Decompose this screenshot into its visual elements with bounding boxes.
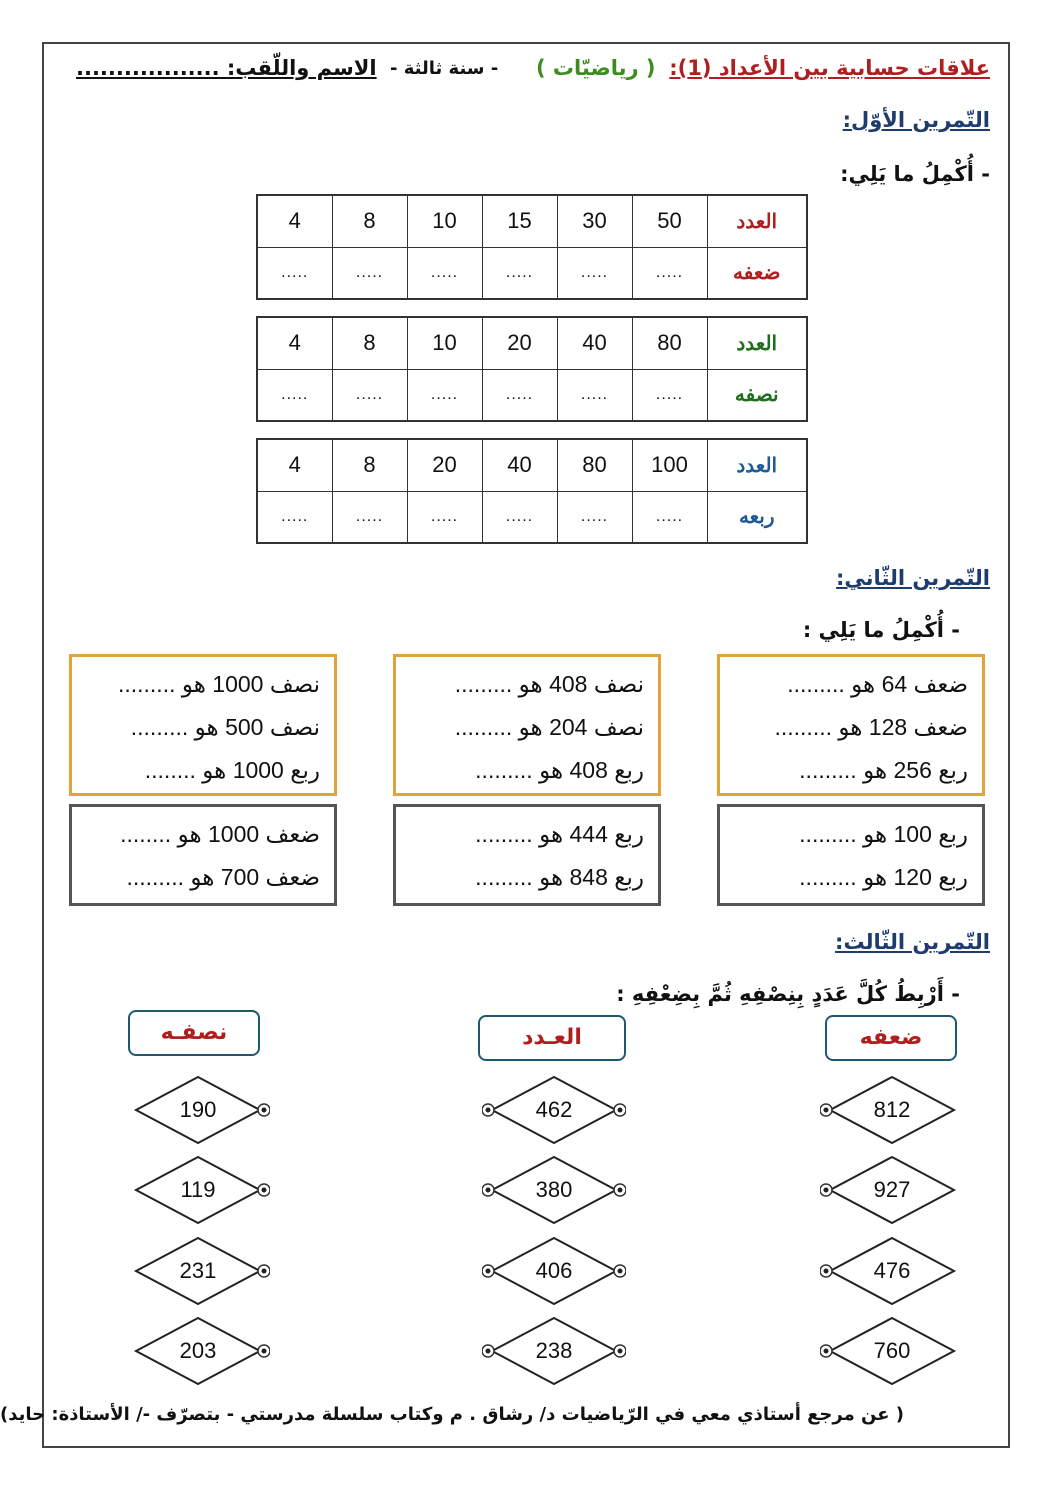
table-cell: 30: [557, 195, 632, 247]
row-label-number: العدد: [707, 195, 807, 247]
answer-cell[interactable]: .....: [482, 247, 557, 299]
answer-cell[interactable]: .....: [632, 369, 707, 421]
answer-cell[interactable]: .....: [557, 491, 632, 543]
diamond-double: [820, 1316, 964, 1386]
diamond-value: 190: [179, 1097, 217, 1122]
question-line[interactable]: نصف 500 هو .........: [130, 714, 320, 740]
subject-label: ( رياضيّات ): [536, 56, 656, 80]
question-line[interactable]: ربع 848 هو .........: [475, 864, 644, 890]
table-cell: 4: [257, 439, 332, 491]
table-cell: 8: [332, 195, 407, 247]
col-header-half: نصفـه: [128, 1010, 260, 1056]
diamond-value: 238: [535, 1338, 573, 1363]
diamond-number: [482, 1075, 626, 1145]
ex2-box-right-top: [717, 654, 985, 796]
answer-cell[interactable]: .....: [407, 369, 482, 421]
row-label-quarter: ربعه: [707, 491, 807, 543]
table-cell: 8: [332, 317, 407, 369]
ex2-box-middle-top: [393, 654, 661, 796]
table-cell: 80: [557, 439, 632, 491]
diamond-value: 462: [535, 1097, 573, 1122]
level-label: - سنة ثالثة -: [390, 58, 499, 79]
question-line[interactable]: ربع 100 هو .........: [799, 821, 968, 847]
ex1-table-double: [256, 194, 808, 300]
answer-cell[interactable]: .....: [332, 491, 407, 543]
answer-cell[interactable]: .....: [407, 247, 482, 299]
ex1-title: التّمرين الأوّل:: [842, 108, 990, 132]
ex2-box-left-bottom: [69, 804, 337, 906]
answer-cell[interactable]: .....: [407, 491, 482, 543]
diamond-double: [820, 1236, 964, 1306]
name-field[interactable]: الاسم واللّقب: ..................: [76, 56, 377, 80]
answer-cell[interactable]: .....: [332, 247, 407, 299]
table-cell: 40: [482, 439, 557, 491]
ex3-title: التّمرين الثّالث:: [835, 930, 990, 954]
ex2-box-left-top: [69, 654, 337, 796]
question-line[interactable]: ربع 1000 هو ........: [144, 757, 320, 783]
table-cell: 20: [482, 317, 557, 369]
diamond-half: [126, 1075, 270, 1145]
diamond-number: [482, 1155, 626, 1225]
question-line[interactable]: ربع 408 هو .........: [475, 757, 644, 783]
col-header-number: العـدد: [478, 1015, 626, 1061]
diamond-value: 380: [535, 1177, 573, 1202]
row-label-half: نصفه: [707, 369, 807, 421]
table-cell: 50: [632, 195, 707, 247]
diamond-value: 119: [180, 1177, 216, 1202]
answer-cell[interactable]: .....: [557, 247, 632, 299]
question-line[interactable]: ضعف 64 هو .........: [787, 671, 968, 697]
table-cell: 20: [407, 439, 482, 491]
ex2-box-middle-bottom: [393, 804, 661, 906]
table-cell: 8: [332, 439, 407, 491]
answer-cell[interactable]: .....: [557, 369, 632, 421]
answer-cell[interactable]: .....: [257, 247, 332, 299]
ex1-table-quarter: [256, 438, 808, 544]
answer-cell[interactable]: .....: [632, 491, 707, 543]
table-cell: 100: [632, 439, 707, 491]
ex2-box-right-bottom: [717, 804, 985, 906]
answer-cell[interactable]: .....: [257, 369, 332, 421]
question-line[interactable]: ضعف 128 هو .........: [774, 714, 968, 740]
diamond-half: [126, 1155, 270, 1225]
table-cell: 4: [257, 195, 332, 247]
worksheet-title: علاقات حسابية بين الأعداد (1):: [669, 56, 990, 80]
diamond-number: [482, 1236, 626, 1306]
ex1-table-half: [256, 316, 808, 422]
question-line[interactable]: نصف 408 هو .........: [454, 671, 644, 697]
question-line[interactable]: نصف 204 هو .........: [454, 714, 644, 740]
answer-cell[interactable]: .....: [482, 491, 557, 543]
ex1-instruction: - أُكْمِلُ ما يَلِي:: [840, 162, 990, 186]
table-cell: 40: [557, 317, 632, 369]
question-line[interactable]: ضعف 1000 هو ........: [120, 821, 320, 847]
answer-cell[interactable]: .....: [632, 247, 707, 299]
answer-cell[interactable]: .....: [332, 369, 407, 421]
diamond-number: [482, 1316, 626, 1386]
footer-source: ( عن مرجع أستاذي معي في الرّياضيات د/ رشاق . م وكتاب سلسلة مدرستي - بتصرّف -/ الأستاذة: حايد): [0, 1404, 904, 1425]
diamond-value: 812: [873, 1097, 911, 1122]
table-cell: 15: [482, 195, 557, 247]
ex3-instruction: - أَرْبِطُ كُلَّ عَدَدٍ بِنِصْفِهِ ثُمَّ بِضِعْفِهِ :: [616, 982, 960, 1006]
ex2-title: التّمرين الثّاني:: [836, 566, 990, 590]
table-cell: 10: [407, 317, 482, 369]
diamond-double: [820, 1075, 964, 1145]
diamond-value: 231: [179, 1258, 217, 1283]
question-line[interactable]: ضعف 700 هو .........: [126, 864, 320, 890]
question-line[interactable]: ربع 444 هو .........: [475, 821, 644, 847]
diamond-value: 760: [873, 1338, 911, 1363]
diamond-half: [126, 1236, 270, 1306]
question-line[interactable]: ربع 120 هو .........: [799, 864, 968, 890]
ex2-instruction: - أُكْمِلُ ما يَلِي :: [802, 618, 960, 642]
table-cell: 4: [257, 317, 332, 369]
question-line[interactable]: ربع 256 هو .........: [799, 757, 968, 783]
row-label-number: العدد: [707, 439, 807, 491]
table-cell: 80: [632, 317, 707, 369]
diamond-value: 927: [873, 1177, 911, 1202]
answer-cell[interactable]: .....: [257, 491, 332, 543]
table-cell: 10: [407, 195, 482, 247]
diamond-half: [126, 1316, 270, 1386]
diamond-double: [820, 1155, 964, 1225]
diamond-value: 203: [179, 1338, 217, 1363]
answer-cell[interactable]: .....: [482, 369, 557, 421]
diamond-value: 406: [535, 1258, 573, 1283]
col-header-double: ضعفه: [825, 1015, 957, 1061]
diamond-value: 476: [873, 1258, 911, 1283]
row-label-double: ضعفه: [707, 247, 807, 299]
question-line[interactable]: نصف 1000 هو .........: [117, 671, 320, 697]
row-label-number: العدد: [707, 317, 807, 369]
